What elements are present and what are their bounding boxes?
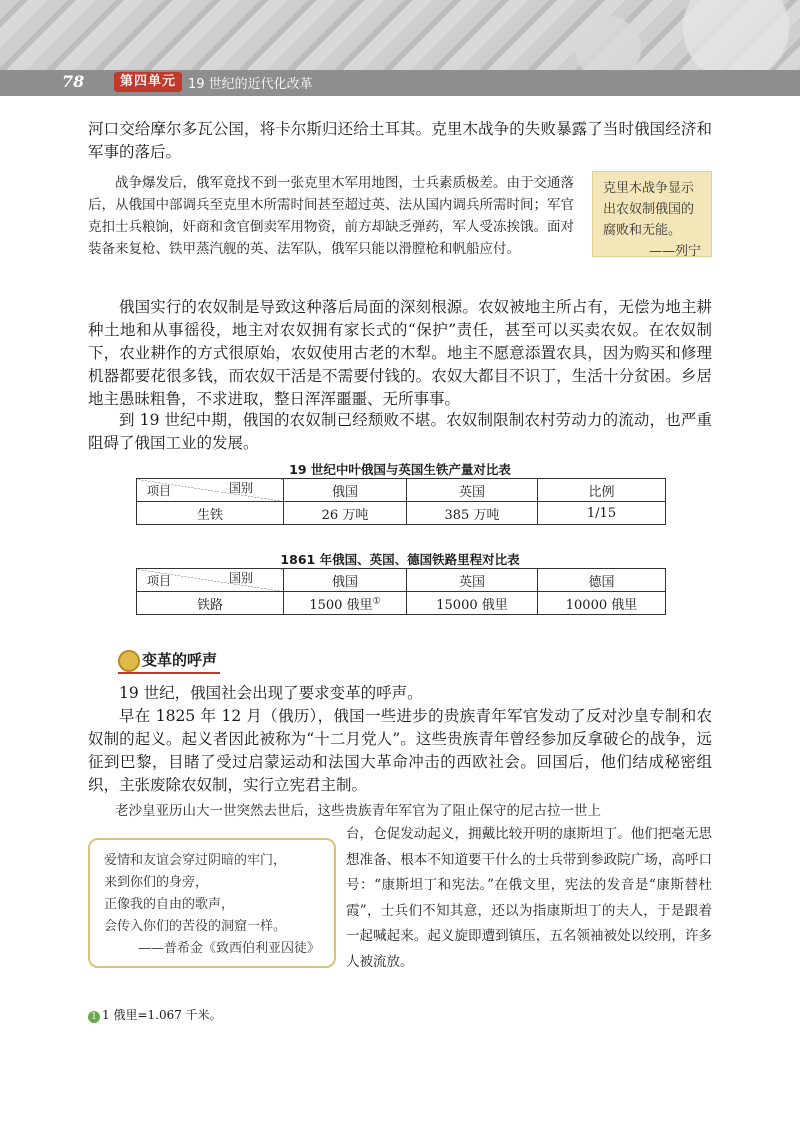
- table-cell: 1500 俄里①: [284, 592, 407, 615]
- page-number: 78: [62, 72, 85, 91]
- corner-row-label: 项目: [147, 574, 172, 588]
- paragraph-1: 战争爆发后，俄军竟找不到一张克里木军用地图，士兵素质极差。由于交通落后，从俄国中部调兵至克里木所需时间甚至超过英、法从国内调兵所需时间；军官克扣士兵粮饷，奸商和贪官倒卖军用物资，前方却缺乏弹药，军人受冻挨饿。面对装备来复枪、铁甲蒸汽舰的英、法军队，俄军只能以滑膛枪和帆船应付。: [88, 175, 574, 257]
- table-row: [137, 502, 666, 525]
- footnote-ref[interactable]: ①: [372, 596, 381, 607]
- poem-line: 爱情和友谊会穿过阴暗的牢门，: [104, 853, 287, 868]
- table1-title: 19 世纪中叶俄国与英国生铁产量对比表: [289, 462, 511, 477]
- footnote: [88, 1006, 222, 1023]
- corner-col-label: 国别: [228, 481, 253, 495]
- paragraph-6-start: 老沙皇亚历山大一世突然去世后，这些贵族青年军官为了阻止保守的尼古拉一世上: [115, 803, 601, 819]
- corner-col-label: 国别: [228, 571, 253, 585]
- unit-title: 19 世纪的近代化改革: [188, 77, 313, 92]
- table-corner: [137, 479, 284, 502]
- sidenote-text: 克里木战争显示出农奴制俄国的腐败和无能。: [603, 181, 695, 238]
- paragraph-5: 早在 1825 年 12 月（俄历），俄国一些进步的贵族青年军官发动了反对沙皇专制和农奴制的起义。起义者因此被称为“十二月党人”。这些贵族青年曾经参加反拿破仑的战争，远征到巴黎，目睹了受过启蒙运动和法国大革命冲击的西欧社会。回国后，他们结成秘密组织，主张废除农奴制，实行立宪君主制。: [88, 707, 712, 794]
- table-header: 德国: [538, 569, 666, 592]
- table-row: [137, 592, 666, 615]
- table-corner: [137, 569, 284, 592]
- poem-line: 会传入你们的苦役的洞窟一样。: [104, 919, 287, 934]
- header-pattern: [480, 0, 800, 70]
- table-pig-iron: [136, 478, 666, 525]
- table2-title: 1861 年俄国、英国、德国铁路里程对比表: [280, 552, 520, 567]
- poem-line: 来到你们的身旁，: [104, 875, 209, 890]
- table-cell: 26 万吨: [284, 502, 407, 525]
- table-row: [137, 479, 666, 502]
- table-cell: 385 万吨: [407, 502, 538, 525]
- table-cell: 15000 俄里: [407, 592, 538, 615]
- table-header: 英国: [407, 569, 538, 592]
- row-label: 生铁: [137, 502, 284, 525]
- sidenote-author: ——列宁: [648, 244, 701, 259]
- paragraph-4: 19 世纪，俄国社会出现了要求变革的呼声。: [119, 684, 423, 702]
- sidenote-quote: [592, 171, 712, 257]
- poem-quote-box: [88, 838, 336, 968]
- paragraph-6-cont: 台，仓促发动起义，拥戴比较开明的康斯坦丁。他们把毫无思想准备、根本不知道要干什么的士兵带到参政院广场，高呼口号：“康斯坦丁和宪法。”在俄文里，宪法的发音是“康斯替杜霞”，士兵们不知其意，还以为指康斯坦丁的夫人，于是跟着一起喊起来。起义旋即遭到镇压，五名领袖被处以绞刑，许多人被流放。: [346, 826, 712, 970]
- row-label: 铁路: [137, 592, 284, 615]
- table-header: 英国: [407, 479, 538, 502]
- unit-badge: 第四单元: [114, 72, 182, 92]
- table-cell: 10000 俄里: [538, 592, 666, 615]
- paragraph-0: 河口交给摩尔多瓦公国，将卡尔斯归还给土耳其。克里木战争的失败暴露了当时俄国经济和军事的落后。: [88, 120, 712, 161]
- table-row: [137, 569, 666, 592]
- footnote-marker-icon: 1: [88, 1011, 100, 1023]
- poem-line: 正像我的自由的歌声，: [104, 897, 235, 912]
- section-title: 变革的呼声: [142, 651, 218, 669]
- table-header: 比例: [538, 479, 666, 502]
- poem-source: ——普希金《致西伯利亚囚徒》: [137, 941, 320, 956]
- footnote-text: 1 俄里=1.067 千米。: [102, 1008, 222, 1022]
- section-emblem-icon: [118, 650, 140, 672]
- section-underline: [118, 672, 220, 674]
- table-railway: [136, 568, 666, 615]
- table-header: 俄国: [284, 569, 407, 592]
- paragraph-2: 俄国实行的农奴制是导致这种落后局面的深刻根源。农奴被地主所占有，无偿为地主耕种土地和从事徭役，地主对农奴拥有家长式的“保护”责任，甚至可以买卖农奴。在农奴制下，农业耕作的方式很原始，农奴使用古老的木犁。地主不愿意添置农具，因为购买和修理机器都要花很多钱，而农奴干活是不需要付钱的。农奴大都目不识丁，生活十分贫困。乡居地主愚昧粗鲁，不求进取，整日浑浑噩噩、无所事事。: [88, 298, 712, 408]
- corner-row-label: 项目: [147, 484, 172, 498]
- table-cell: 1/15: [538, 502, 666, 525]
- page-header: [0, 0, 800, 96]
- table-header: 俄国: [284, 479, 407, 502]
- paragraph-3: 到 19 世纪中期，俄国的农奴制已经颓败不堪。农奴制限制农村劳动力的流动，也严重阻碍了俄国工业的发展。: [88, 411, 712, 452]
